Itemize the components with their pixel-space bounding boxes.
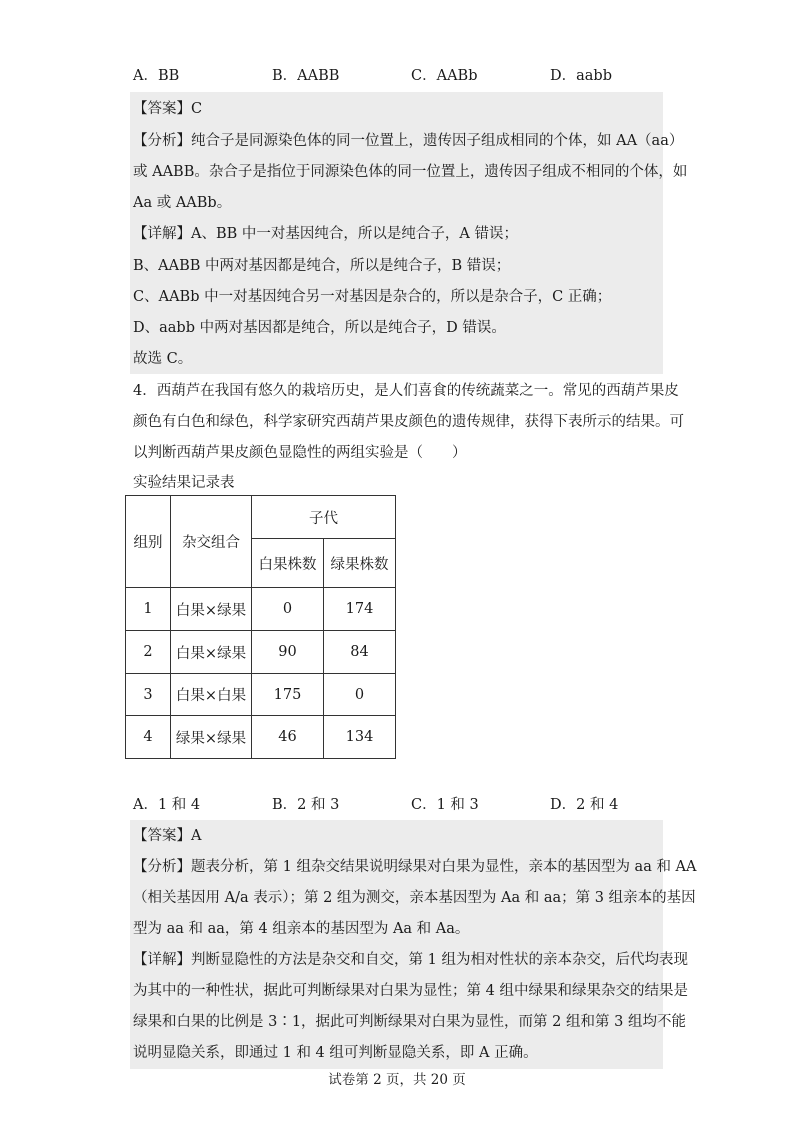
table-row <box>126 716 396 759</box>
q4-detail-line-1: 【详解】判断显隐性的方法是杂交和自交，第 1 组为相对性状的亲本杂交，后代均表现 <box>133 952 688 968</box>
cell-cross: 白果×绿果 <box>171 631 252 674</box>
q4-detail-line-2: 为其中的一种性状，据此可判断绿果对白果为显性；第 4 组中绿果和绿果杂交的结果是 <box>133 983 688 999</box>
cell-green: 84 <box>324 631 396 674</box>
option-c: C．1 和 3 <box>411 797 479 813</box>
header-cross: 杂交组合 <box>171 496 252 588</box>
option-d: D．2 和 4 <box>550 797 619 813</box>
cell-group: 4 <box>126 716 171 759</box>
q3-detail-line-5: 故选 C。 <box>133 351 193 367</box>
table-row <box>126 588 396 631</box>
table-caption: 实验结果记录表 <box>133 475 235 491</box>
q4-analysis-line-3: 型为 aa 和 aa，第 4 组亲本的基因型为 Aa 和 Aa。 <box>133 921 470 937</box>
header-offspring: 子代 <box>252 496 396 539</box>
q3-detail-line-4: D、aabb 中两对基因都是纯合，所以是纯合子，D 错误。 <box>133 320 506 336</box>
q3-answer: 【答案】C <box>133 101 203 117</box>
table-row <box>126 631 396 674</box>
page-footer: 试卷第 2 页，共 20 页 <box>328 1072 466 1088</box>
option-c: C．AABb <box>411 68 478 84</box>
option-a: A．1 和 4 <box>133 797 201 813</box>
cell-cross: 白果×绿果 <box>171 588 252 631</box>
q3-detail-line-3: C、AABb 中一对基因纯合另一对基因是杂合的，所以是杂合子，C 正确； <box>133 289 612 305</box>
q3-analysis-line-3: Aa 或 AABb。 <box>133 195 232 211</box>
results-table <box>125 495 396 759</box>
cell-group: 2 <box>126 631 171 674</box>
q4-detail-line-4: 说明显隐关系，即通过 1 和 4 组可判断显隐关系，即 A 正确。 <box>133 1045 538 1061</box>
cell-green: 0 <box>324 674 396 716</box>
q4-answer: 【答案】A <box>133 828 202 844</box>
q3-detail-line-2: B、AABB 中两对基因都是纯合，所以是纯合子，B 错误； <box>133 258 511 274</box>
q3-analysis-line-1: 【分析】纯合子是同源染色体的同一位置上，遗传因子组成相同的个体，如 AA（aa） <box>133 133 684 149</box>
header-green-count: 绿果株数 <box>324 539 396 588</box>
q4-analysis-line-1: 【分析】题表分析，第 1 组杂交结果说明绿果对白果为显性，亲本的基因型为 aa 和 AA <box>133 859 697 875</box>
cell-white: 90 <box>252 631 324 674</box>
q4-analysis-line-2: （相关基因用 A/a 表示）；第 2 组为测交，亲本基因型为 Aa 和 aa；第 3 组亲本的基因 <box>133 890 696 906</box>
q4-stem-line-3: 以判断西葫芦果皮颜色显隐性的两组实验是（ ） <box>133 445 467 461</box>
cell-cross: 绿果×绿果 <box>171 716 252 759</box>
cell-green: 174 <box>324 588 396 631</box>
cell-white: 0 <box>252 588 324 631</box>
cell-group: 1 <box>126 588 171 631</box>
cell-cross: 白果×白果 <box>171 674 252 716</box>
cell-green: 134 <box>324 716 396 759</box>
option-b: B．AABB <box>272 68 340 84</box>
header-group: 组别 <box>126 496 171 588</box>
option-a: A．BB <box>133 68 180 84</box>
q4-stem-line-1: 4．西葫芦在我国有悠久的栽培历史，是人们喜食的传统蔬菜之一。常见的西葫芦果皮 <box>133 383 679 399</box>
q3-analysis-line-2: 或 AABB。杂合子是指位于同源染色体的同一位置上，遗传因子组成不相同的个体，如 <box>133 164 688 180</box>
cell-group: 3 <box>126 674 171 716</box>
option-d: D．aabb <box>550 68 612 84</box>
table-row <box>126 674 396 716</box>
cell-white: 175 <box>252 674 324 716</box>
option-b: B．2 和 3 <box>272 797 340 813</box>
q4-detail-line-3: 绿果和白果的比例是 3∶1，据此可判断绿果对白果为显性，而第 2 组和第 3 组均不能 <box>133 1014 686 1030</box>
header-white-count: 白果株数 <box>252 539 324 588</box>
cell-white: 46 <box>252 716 324 759</box>
q3-detail-line-1: 【详解】A、BB 中一对基因纯合，所以是纯合子，A 错误； <box>133 226 518 242</box>
q4-stem-line-2: 颜色有白色和绿色，科学家研究西葫芦果皮颜色的遗传规律，获得下表所示的结果。可 <box>133 414 684 430</box>
